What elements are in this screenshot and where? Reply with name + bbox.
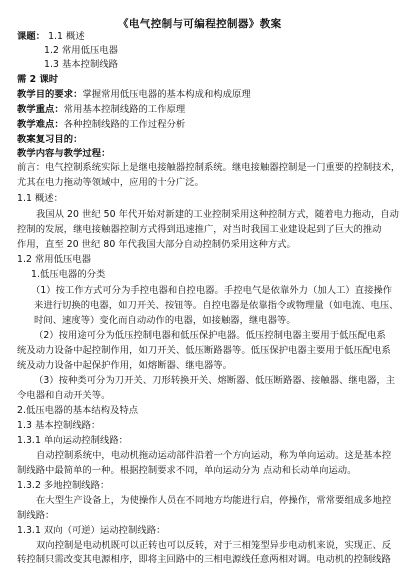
section-1-3-1-heading: 1.3.1 单向运动控制线路： (17, 435, 129, 446)
difficulty-row (17, 118, 185, 132)
goal-text: 掌握常用低压电器的基本构成和构成原理 (82, 89, 251, 100)
difficulty-text: 各种控制线路的工作过程分析 (63, 119, 186, 130)
s1321-line-2: 转控制只需改变其电源相序，即将主回路中的三相电源线任意两相对调。电动机的控制线路 (17, 554, 391, 565)
s131-line-2: 制线路中最简单的一种。根据控制要求不同，单向运动分为 点动和长动单向运动。 (17, 465, 357, 476)
topic-1: 1.1 概述 (48, 31, 85, 42)
hours: 需 2 课时 (17, 74, 59, 85)
s12-sub-1: 1.低压电器的分类 (31, 269, 106, 280)
s132-line-2: 制线路： (17, 510, 55, 521)
class-2-line-3: 统及动力设备中起保护作用，如熔断器、继电器等。 (17, 360, 232, 371)
class-1-line-3: 时间、速度等）变化而自动动作的电器，如接触器，继电器等。 (34, 315, 296, 326)
section-1-1-heading: 1.1 概述： (17, 193, 63, 204)
key-label: 教学重点： (17, 104, 64, 115)
class-3-line-2: 令电器和自动开关等。 (17, 390, 111, 401)
key-text: 常用基本控制线路的工作原理 (63, 104, 186, 115)
s132-line-1: 在大型生产设备上，为使操作人员在不同地方均能进行启，停操作，常常要组成多地控 (36, 495, 392, 506)
review-label: 教案复习目的： (17, 134, 83, 145)
difficulty-label: 教学难点： (17, 119, 64, 130)
s11-line-3: 作用，直至 20 世纪 80 年代我国大部分自动控制仍采用这种方式。 (17, 239, 296, 250)
topic-row (17, 30, 85, 44)
doc-title: 《电气控制与可编程控制器》教案 (118, 18, 282, 30)
class-1-line-2: 来进行切换的电器，如刀开关、按钮等。自控电器是依靠指令或物理量（如电流、电压、 (34, 300, 399, 311)
section-1-3-3-heading: 1.3.1 双向（可逆）运动控制线路： (17, 525, 166, 536)
intro-line-2: 尤其在电力拖动等领域中，应用的十分广泛。 (17, 177, 204, 188)
s11-line-1: 我国从 20 世纪 50 年代开始对新建的工业控制采用这种控制方式，随着电力拖动，自动 (36, 209, 400, 220)
key-row (17, 103, 185, 117)
goal-label: 教学目的要求： (17, 89, 83, 100)
s131-line-1: 自动控制系统中，电动机拖动运动部件沿着一个方向运动，称为单向运动。这是基本控 (36, 450, 392, 461)
goal-row (17, 88, 251, 102)
topic-2: 1.2 常用低压电器 (44, 45, 119, 56)
class-2-line-2: 统及动力设备中起控制作用，如刀开关、低压断路器等。低压保护电器主要用于低压配电系 (17, 345, 391, 356)
process-label: 教学内容与教学过程： (17, 148, 111, 159)
section-1-2-heading: 1.2 常用低压电器 (17, 254, 92, 265)
section-1-3-heading: 1.3 基本控制线路： (17, 420, 101, 431)
topic-label: 课题： (17, 31, 46, 42)
s1321-line-1: 双向控制是电动机既可以正转也可以反转，对于三相笼型异步电动机来说，实现正、反 (36, 540, 392, 551)
s11-line-2: 控制的发展，继电接触器控制方式得到迅速推广，对当时我国工业建设起到了巨大的推动 (17, 224, 382, 235)
section-1-3-2-heading: 1.3.2 多地控制线路： (17, 480, 110, 491)
s12-sub-2: 2.低压电器的基本结构及特点 (17, 405, 139, 416)
intro-line-1: 前言：电气控制系统实际上是继电接触器控制系统。继电接触器控制是一门重要的控制技术， (17, 162, 401, 173)
class-1-line-1: （1）按工作方式可分为手控电器和自控电器。手控电气是依靠外力（加人工）直接操作 (31, 285, 393, 296)
topic-3: 1.3 基本控制线路 (44, 59, 119, 70)
class-3-line-1: （3）按种类可分为刀开关、刀形转换开关、熔断器、低压断路器、接触器、继电器，主 (34, 375, 396, 386)
class-2-line-1: （2）按用途可分为低压控制电器和低压保护电器。低压控制电器主要用于低压配电系 (34, 330, 386, 341)
